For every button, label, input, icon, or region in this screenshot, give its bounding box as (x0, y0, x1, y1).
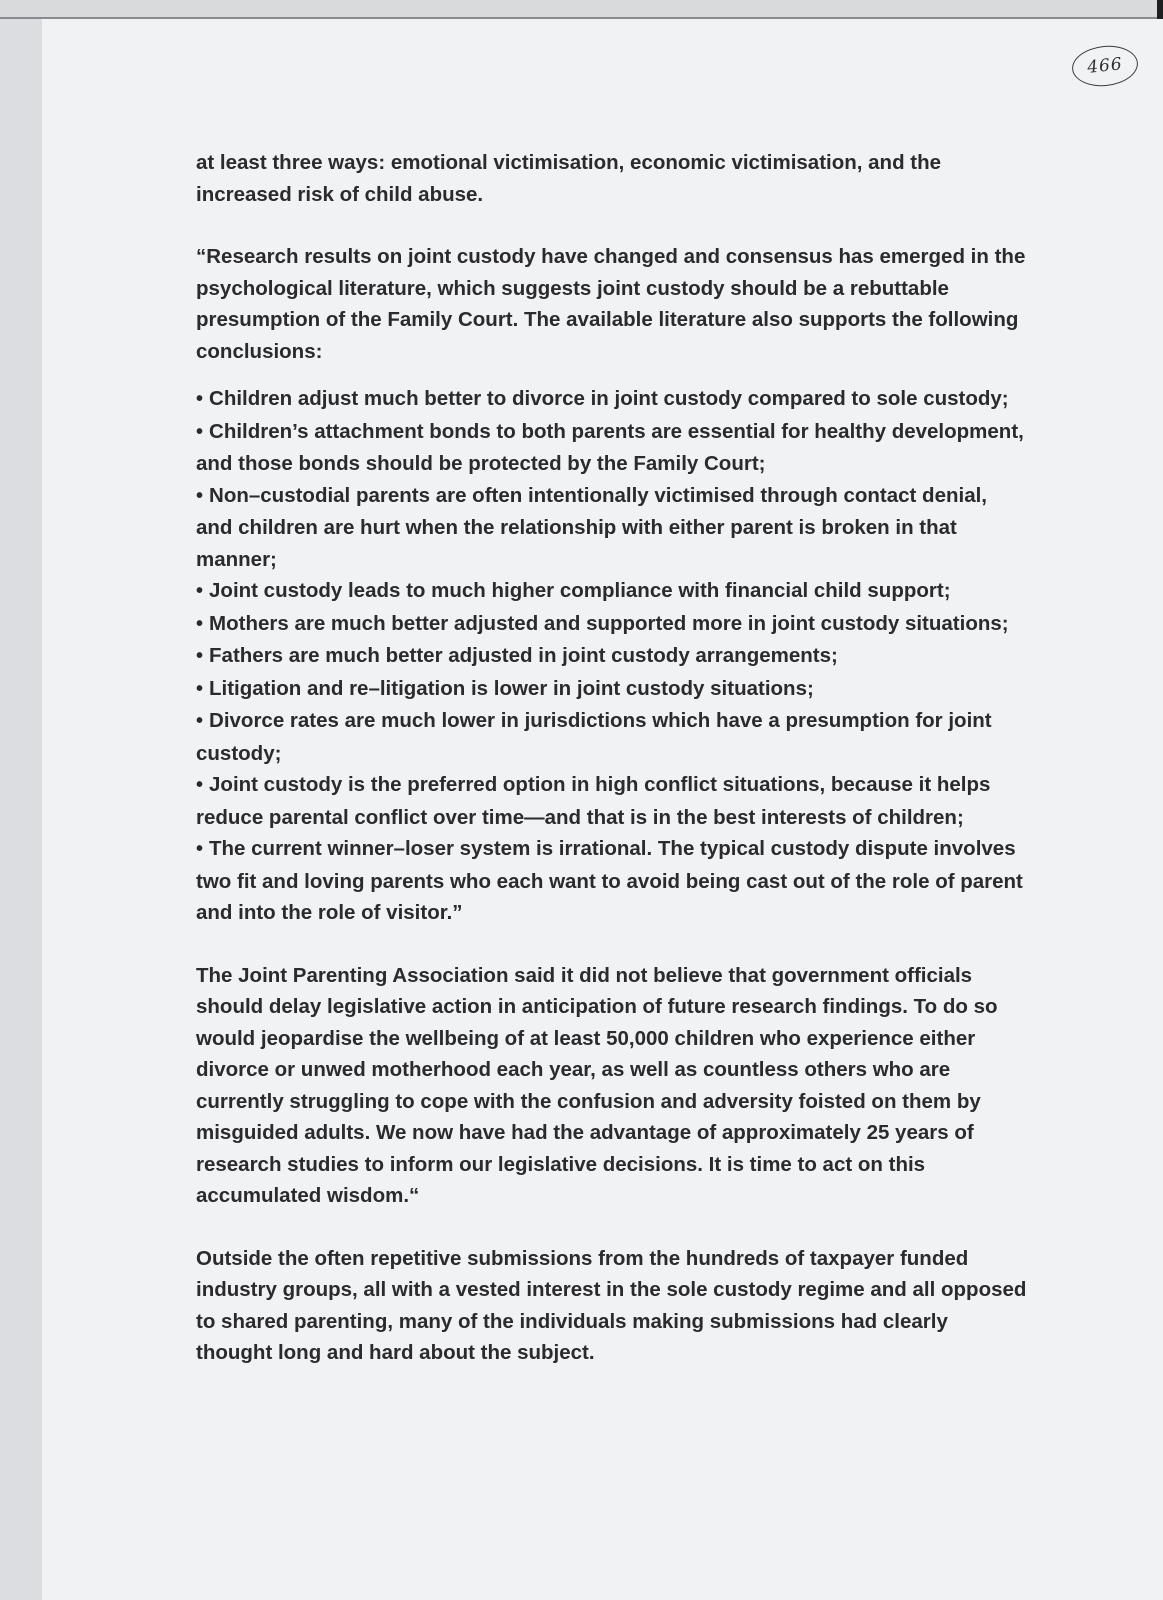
scan-corner-shadow (1157, 0, 1163, 19)
bullet-icon: • (196, 484, 204, 507)
bullet-icon: • (196, 838, 204, 860)
list-item-text: Children’s attachment bonds to both parents are essential for healthy development, and those bonds should be protected by the Family Court; (196, 419, 1024, 475)
list-item-text: Mothers are much better adjusted and supported more in joint custody situations; (209, 611, 1009, 635)
list-item-text: Children adjust much better to divorce in joint custody compared to sole custody; (209, 387, 1009, 410)
bullet-icon: • (196, 677, 204, 700)
outside-submissions-paragraph: Outside the often repetitive submissions from the hundreds of taxpayer funded industry groups, all with a vested interest in the sole custody regime and all opposed to shared parenting, many of the individuals making submissions had clearly thought long and hard about the subject. (196, 1246, 1027, 1364)
list-item-text: Divorce rates are much lower in jurisdictions which have a presumption for joint custody; (196, 709, 992, 765)
list-item-text: The current winner–loser system is irrational. The typical custody dispute involves two fit and loving parents who each want to avoid being cast out of the role of parent and into the role of visitor.” (196, 837, 1023, 924)
list-item-text: Non–custodial parents are often intentionally victimised through contact denial, and children are hurt when the relationship with either parent is broken in that manner; (196, 483, 987, 571)
bullet-icon: • (196, 388, 204, 410)
conclusions-list (196, 383, 1028, 929)
list-item-text: Litigation and re–litigation is lower in joint custody situations; (209, 676, 814, 700)
bullet-icon: • (196, 580, 204, 602)
bullet-icon: • (196, 774, 204, 796)
list-item (196, 480, 1028, 576)
list-item (196, 416, 1028, 480)
scan-top-edge (0, 0, 1163, 19)
list-item (196, 383, 1028, 416)
quote-intro-paragraph: “Research results on joint custody have changed and consensus has emerged in the psychological literature, which suggests joint custody should be a rebuttable presumption of the Family Court. The available literature also supports the following conclusions: (196, 245, 1026, 363)
list-item-text: Joint custody is the preferred option in high conflict situations, because it helps reduce parental conflict over time—and that is in the best interests of children; (196, 773, 991, 829)
list-item (196, 640, 1028, 673)
bullet-icon: • (196, 612, 204, 635)
list-item (196, 833, 1028, 929)
list-item-text: Fathers are much better adjusted in joint custody arrangements; (209, 644, 838, 667)
list-item (196, 575, 1028, 608)
list-item (196, 608, 1028, 641)
page-number-text: 466 (1086, 54, 1124, 78)
bullet-icon: • (196, 710, 204, 732)
scan-left-margin (0, 19, 42, 1600)
bullet-icon: • (196, 420, 204, 443)
intro-paragraph: at least three ways: emotional victimisation, economic victimisation, and the increased risk of child abuse. (196, 151, 942, 206)
bullet-icon: • (196, 645, 204, 667)
document-body (196, 147, 1028, 1369)
list-item (196, 769, 1028, 833)
list-item (196, 705, 1028, 769)
list-item (196, 673, 1028, 706)
list-item-text: Joint custody leads to much higher compliance with financial child support; (209, 579, 951, 602)
joint-parenting-association-paragraph: The Joint Parenting Association said it did not believe that government officials should delay legislative action in anticipation of future research findings. To do so would jeopardise the wellbeing of at least 50,000 children who experience either divorce or unwed motherhood each year, as well as countless others who are currently struggling to cope with the confusion and adversity foisted on them by misguided adults. We now have had the advantage of approximately 25 years of research studies to inform our legislative decisions. It is time to act on this accumulated wisdom.“ (196, 963, 998, 1207)
